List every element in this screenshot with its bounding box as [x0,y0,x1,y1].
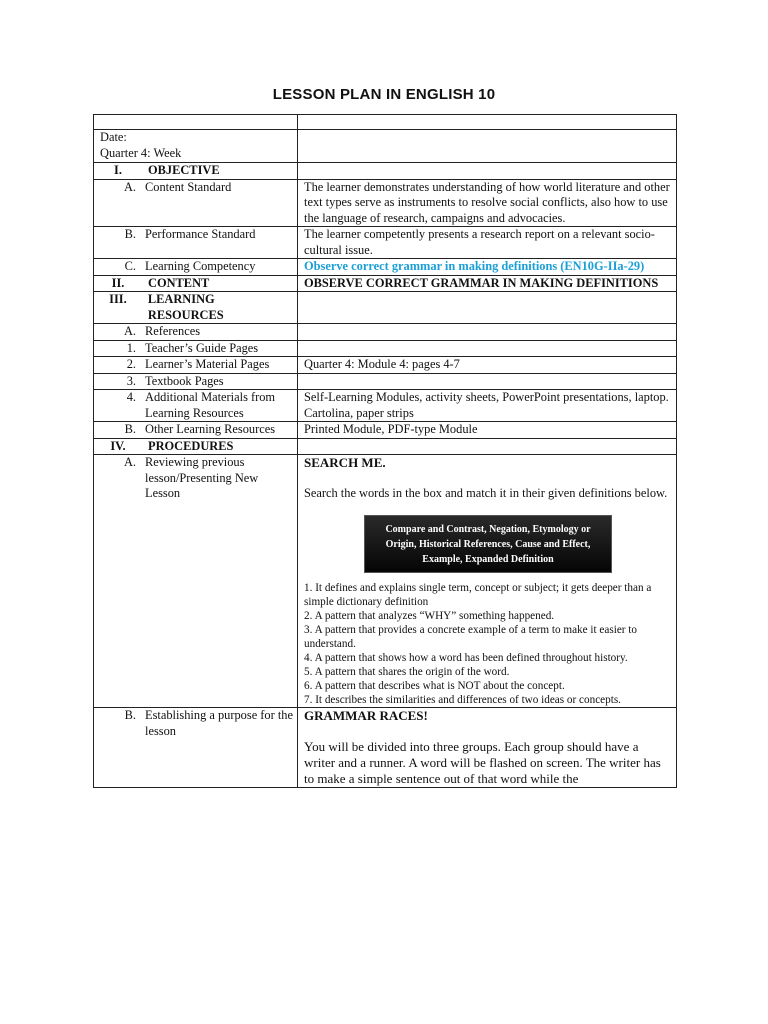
activity-heading: GRAMMAR RACES! [304,708,428,723]
item-number: A. [123,455,136,469]
list-item: 4. A pattern that shows how a word has been defined throughout history. [304,652,628,664]
table-row [94,422,677,439]
table-row [94,115,677,130]
section-heading: CONTENT [148,275,210,290]
table-row [94,340,677,357]
table-row [94,373,677,390]
table-row [94,357,677,374]
section-heading: LEARNING RESOURCES [147,292,224,322]
date-label: Date: [100,130,127,144]
row-label: Teacher’s Guide Pages [145,340,259,355]
table-row [94,275,677,292]
section-number: III. [109,292,127,306]
list-item: 2. A pattern that analyzes “WHY” something happened. [304,610,555,622]
activity-instruction: Search the words in the box and match it in their given definitions below. [304,485,668,500]
section-number: I. [114,163,122,177]
row-value: Quarter 4: Module 4: pages 4-7 [298,357,677,374]
table-row [94,708,677,788]
row-label: Additional Materials from Learning Resources [145,390,276,420]
section-heading: OBJECTIVE [148,163,220,177]
item-number: B. [124,422,136,436]
item-number: 3. [126,373,136,388]
table-row [94,292,677,324]
row-label: Learning Competency [145,259,256,273]
definition-list [304,581,672,707]
row-label: References [145,324,201,338]
quarter-label: Quarter 4: Week [100,145,182,160]
table-row [94,455,677,708]
row-label: Textbook Pages [145,373,224,388]
activity-text: You will be divided into three groups. Each group should have a writer and a runner. A word will be flashed on screen. The writer has to make a simple sentence out of that word while the [304,738,661,786]
row-label: Other Learning Resources [145,422,276,436]
row-label: Learner’s Material Pages [145,357,270,371]
list-item: 1. It defines and explains single term, concept or subject; it gets deeper than a simple dictionary definition [304,582,652,608]
activity-heading: SEARCH ME. [304,455,386,470]
list-item: 3. A pattern that provides a concrete example of a term to make it easier to understand. [304,624,638,650]
item-number: 1. [126,340,136,355]
table-row [94,130,677,163]
row-label: Establishing a purpose for the lesson [145,708,293,738]
table-row [94,390,677,422]
row-label: Reviewing previous lesson/Presenting New Lesson [145,455,259,500]
row-label: Content Standard [145,179,232,194]
list-item: 6. A pattern that describes what is NOT about the concept. [304,680,565,692]
row-value: The learner demonstrates understanding of how world literature and other text types serve as instruments to resolve social conflicts, also how to use the language of research, campaigns and advocacies. [298,179,677,227]
item-number: 4. [126,390,136,404]
item-number: A. [123,179,136,194]
learning-competency-value: Observe correct grammar in making definitions (EN10G-IIa-29) [298,259,677,276]
row-value: The learner competently presents a research report on a relevant socio-cultural issue. [298,227,677,259]
section-number: II. [111,275,125,290]
table-row [94,163,677,180]
content-value: OBSERVE CORRECT GRAMMAR IN MAKING DEFINITIONS [298,275,677,292]
list-item: 7. It describes the similarities and differences of two ideas or concepts. [304,694,621,706]
word-box: Compare and Contrast, Negation, Etymology or Origin, Historical References, Cause and Effect, Example, Expanded Definition [364,515,612,573]
table-row [94,227,677,259]
list-item: 5. A pattern that shares the origin of the word. [304,666,510,678]
table-row [94,259,677,276]
item-number: B. [124,227,136,241]
item-number: A. [123,324,136,338]
lesson-plan-table [93,114,677,788]
section-heading: PROCEDURES [148,438,234,453]
item-number: B. [124,708,136,722]
table-row [94,324,677,341]
table-row [94,438,677,455]
row-value: Printed Module, PDF-type Module [298,422,677,439]
page-title: LESSON PLAN IN ENGLISH 10 [272,86,496,103]
item-number: 2. [126,357,136,371]
row-label: Performance Standard [145,227,256,241]
table-row [94,179,677,227]
row-value: Self-Learning Modules, activity sheets, PowerPoint presentations, laptop. Cartolina, paper strips [298,390,677,422]
item-number: C. [124,259,136,273]
section-number: IV. [110,438,126,453]
